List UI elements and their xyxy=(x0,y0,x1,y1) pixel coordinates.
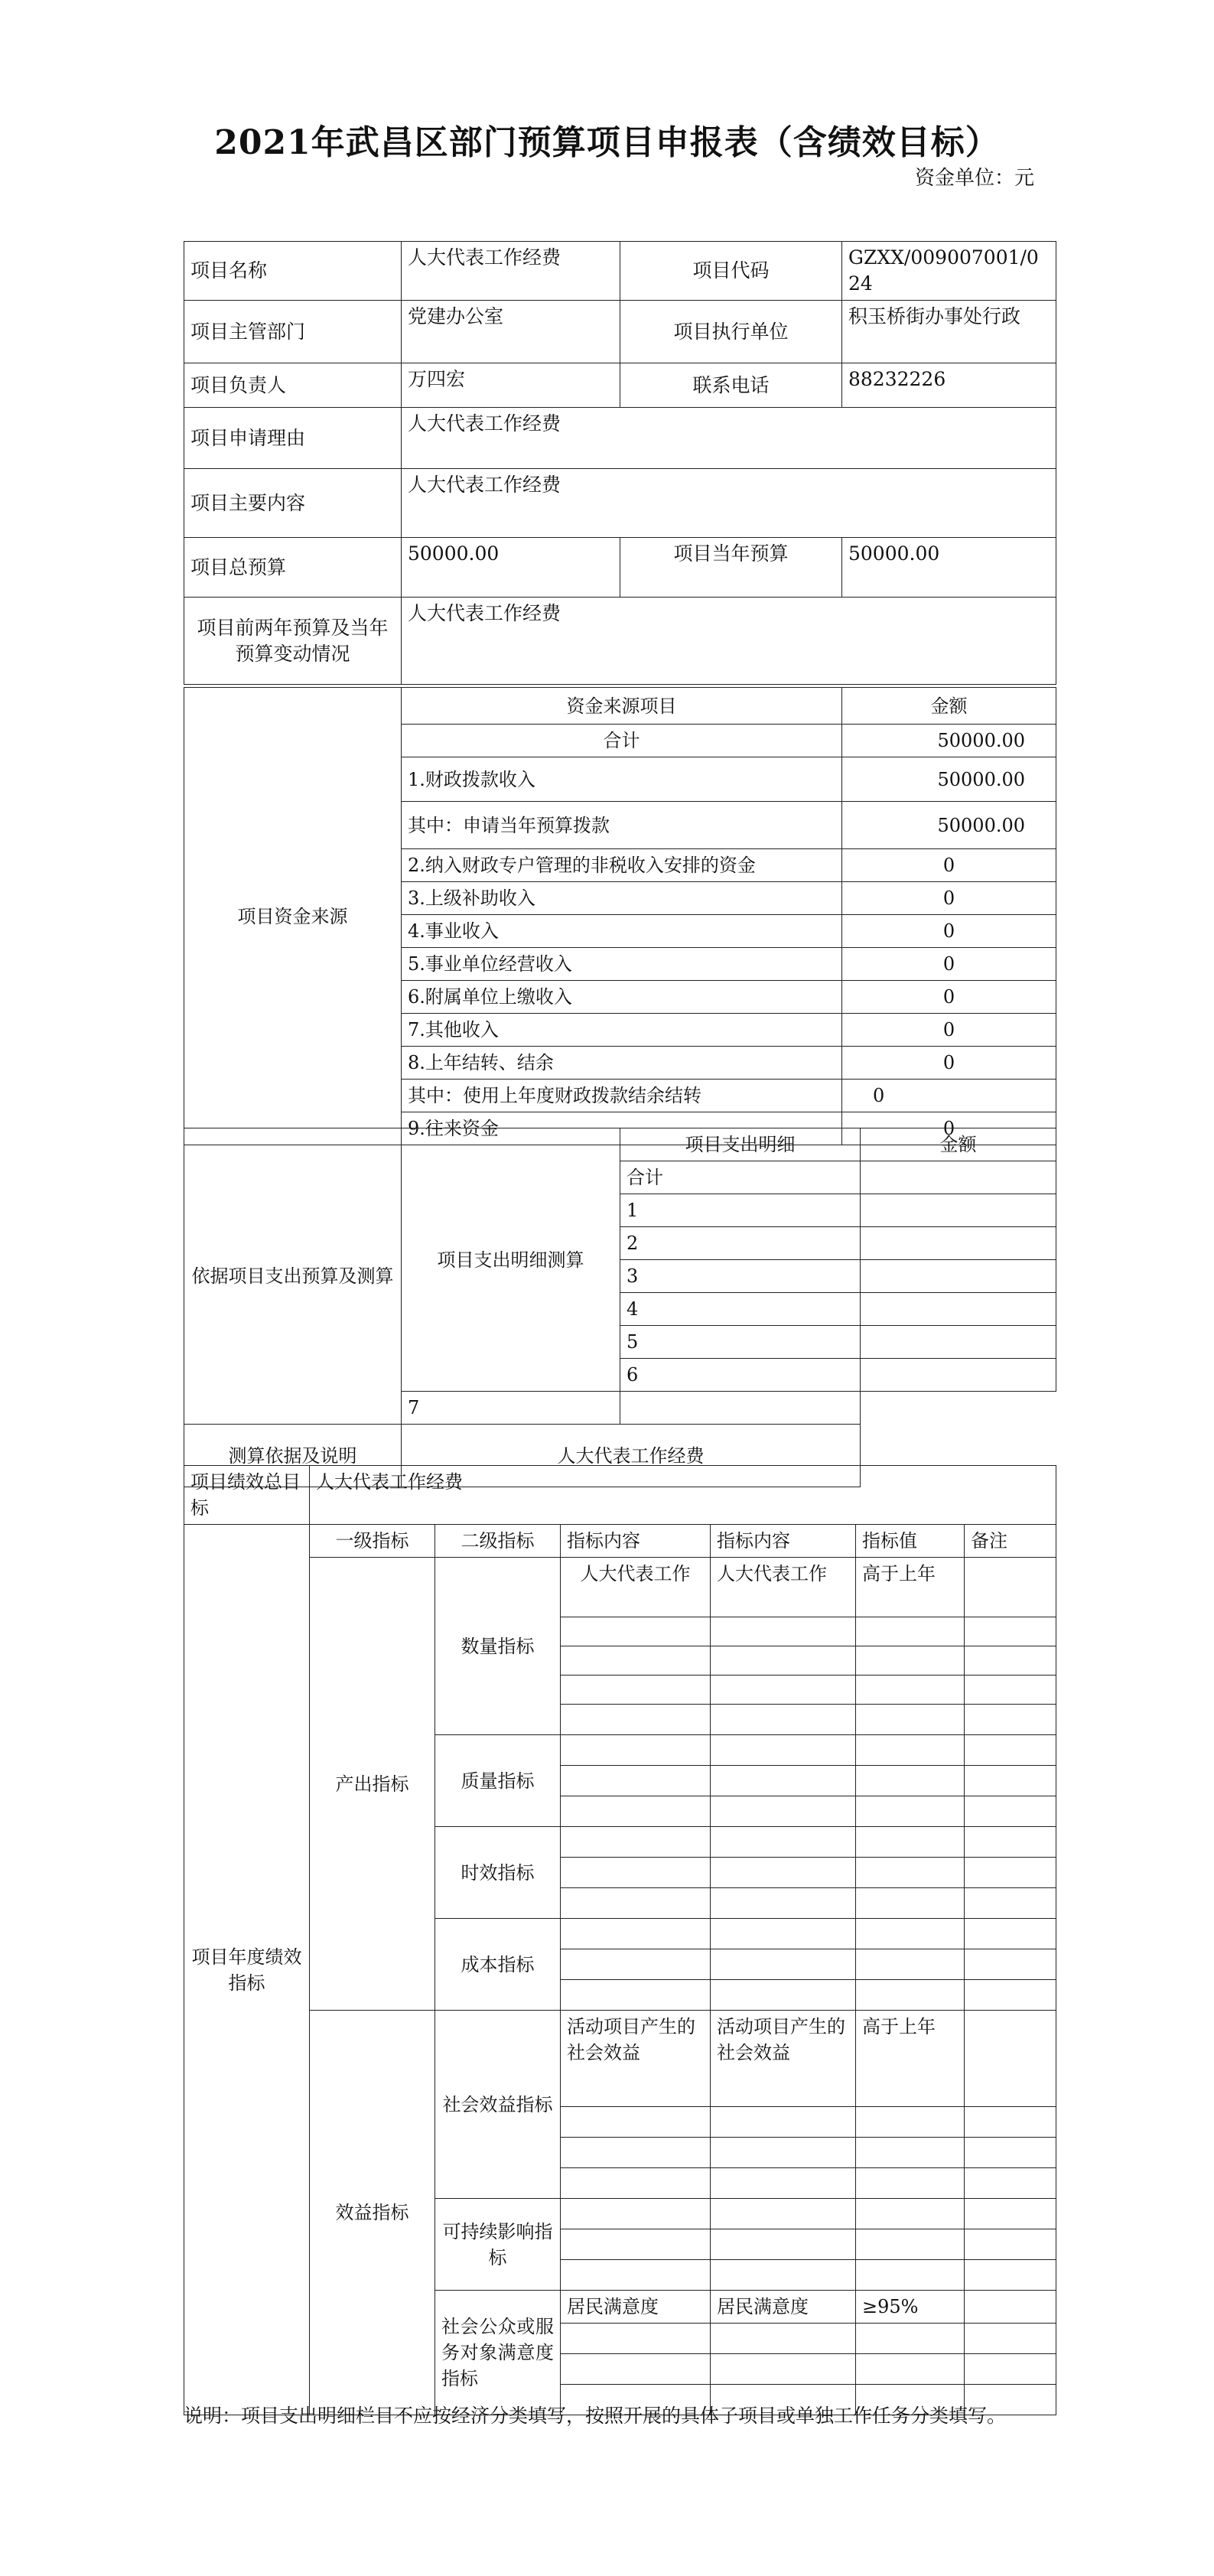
blank-cell xyxy=(711,1949,856,1980)
blank-cell xyxy=(856,1735,965,1766)
project-history-value: 人大代表工作经费 xyxy=(402,598,1056,685)
funding-row-amount: 0 xyxy=(842,882,1056,915)
funding-row-item: 3.上级补助收入 xyxy=(402,882,842,915)
expense-row-item: 3 xyxy=(620,1260,861,1293)
expense-row-amount xyxy=(861,1227,1056,1260)
project-exec-value: 积玉桥街办事处行政 xyxy=(842,301,1056,363)
funding-row-amount: 50000.00 xyxy=(842,802,1056,849)
funding-row-item: 9.往来资金 xyxy=(402,1112,842,1145)
blank-cell xyxy=(965,2199,1056,2229)
expense-row-amount xyxy=(620,1392,861,1425)
blank-cell xyxy=(965,1827,1056,1858)
blank-cell xyxy=(965,2324,1056,2354)
blank-cell xyxy=(561,2107,711,2138)
expense-row-item: 1 xyxy=(620,1194,861,1227)
project-content-value: 人大代表工作经费 xyxy=(402,469,1056,538)
project-reason-label: 项目申请理由 xyxy=(184,408,402,469)
project-total-label: 项目总预算 xyxy=(184,538,402,598)
blank-cell xyxy=(711,2199,856,2229)
funding-row-item: 合计 xyxy=(402,725,842,757)
blank-cell xyxy=(561,2138,711,2168)
blank-cell xyxy=(856,1646,965,1676)
project-dept-label: 项目主管部门 xyxy=(184,301,402,363)
blank-cell xyxy=(711,2354,856,2385)
blank-cell xyxy=(856,2107,965,2138)
blank-cell xyxy=(561,1949,711,1980)
project-owner-value: 万四宏 xyxy=(402,363,620,408)
expense-row-amount xyxy=(861,1161,1056,1194)
project-total-value: 50000.00 xyxy=(402,538,620,598)
expense-basis-label: 测算依据及说明 xyxy=(184,1425,402,1487)
blank-cell xyxy=(711,2168,856,2199)
blank-cell xyxy=(965,1766,1056,1796)
blank-cell xyxy=(711,2324,856,2354)
blank-cell xyxy=(856,1796,965,1827)
satisfy-content-2: 居民满意度 xyxy=(711,2291,856,2324)
blank-cell xyxy=(856,2199,965,2229)
blank-cell xyxy=(561,1796,711,1827)
expense-col-item: 项目支出明细 xyxy=(620,1128,861,1161)
blank-cell xyxy=(965,2260,1056,2291)
blank-cell xyxy=(561,2168,711,2199)
satisfy-indicator-label: 社会公众或服务对象满意度指标 xyxy=(435,2291,561,2415)
funding-row-item: 2.纳入财政专户管理的非税收入安排的资金 xyxy=(402,849,842,882)
expense-table xyxy=(184,1128,1056,1487)
blank-cell xyxy=(561,1617,711,1646)
funding-row-item: 其中：申请当年预算拨款 xyxy=(402,802,842,849)
expense-row-amount xyxy=(861,1293,1056,1326)
funding-row-item: 5.事业单位经营收入 xyxy=(402,948,842,981)
blank-cell xyxy=(711,1827,856,1858)
blank-cell xyxy=(965,2168,1056,2199)
blank-cell xyxy=(965,2138,1056,2168)
perf-header: 二级指标 xyxy=(435,1525,561,1558)
funding-row-amount: 0 xyxy=(842,1047,1056,1080)
blank-cell xyxy=(856,1949,965,1980)
quantity-content-1: 人大代表工作 xyxy=(561,1558,711,1617)
blank-cell xyxy=(561,2354,711,2385)
social-content-1: 活动项目产生的社会效益 xyxy=(561,2011,711,2107)
expense-row-amount xyxy=(861,1260,1056,1293)
output-indicator-label: 产出指标 xyxy=(310,1558,435,2011)
basic-info-table xyxy=(184,241,1056,685)
blank-cell xyxy=(711,1735,856,1766)
sustain-indicator-label: 可持续影响指标 xyxy=(435,2199,561,2291)
social-content-2: 活动项目产生的社会效益 xyxy=(711,2011,856,2107)
funding-col-item: 资金来源项目 xyxy=(402,688,842,725)
project-code-label: 项目代码 xyxy=(620,242,842,301)
expense-row-amount xyxy=(861,1326,1056,1359)
blank-cell xyxy=(965,1796,1056,1827)
funding-row-item: 其中：使用上年度财政拨款结余结转 xyxy=(402,1080,842,1112)
performance-table xyxy=(184,1465,1056,2415)
project-name-label: 项目名称 xyxy=(184,242,402,301)
social-value: 高于上年 xyxy=(856,2011,965,2107)
blank-cell xyxy=(561,1827,711,1858)
expense-detail-label: 项目支出明细测算 xyxy=(402,1128,620,1392)
blank-cell xyxy=(561,1735,711,1766)
blank-cell xyxy=(711,1646,856,1676)
blank-cell xyxy=(856,1980,965,2011)
blank-cell xyxy=(711,1858,856,1888)
cost-indicator-label: 成本指标 xyxy=(435,1919,561,2011)
funding-row-item: 7.其他收入 xyxy=(402,1014,842,1047)
expense-row-item: 5 xyxy=(620,1326,861,1359)
page-title: 2021年武昌区部门预算项目申报表（含绩效目标） xyxy=(214,123,1000,162)
expense-col-amount: 金额 xyxy=(861,1128,1056,1161)
blank-cell xyxy=(965,1617,1056,1646)
perf-goal-label: 项目绩效总目标 xyxy=(184,1466,310,1525)
blank-cell xyxy=(561,2260,711,2291)
project-year-value: 50000.00 xyxy=(842,538,1056,598)
blank-cell xyxy=(965,2229,1056,2260)
funding-row-amount: 50000.00 xyxy=(842,725,1056,757)
footnote: 说明：项目支出明细栏目不应按经济分类填写，按照开展的具体子项目或单独工作任务分类填写。 xyxy=(184,2405,1007,2427)
blank-cell xyxy=(856,2229,965,2260)
project-content-label: 项目主要内容 xyxy=(184,469,402,538)
blank-cell xyxy=(965,1735,1056,1766)
blank-cell xyxy=(711,2107,856,2138)
blank-cell xyxy=(965,1676,1056,1705)
funding-row-amount: 0 xyxy=(842,915,1056,948)
blank-cell xyxy=(711,1766,856,1796)
blank-cell xyxy=(856,2260,965,2291)
perf-goal-value: 人大代表工作经费 xyxy=(310,1466,1056,1525)
blank-cell xyxy=(856,1827,965,1858)
blank-cell xyxy=(965,2107,1056,2138)
blank-cell xyxy=(856,1766,965,1796)
blank-cell xyxy=(561,1858,711,1888)
blank-cell xyxy=(856,2354,965,2385)
quantity-content-2: 人大代表工作 xyxy=(711,1558,856,1617)
satisfy-content-1: 居民满意度 xyxy=(561,2291,711,2324)
satisfy-remark xyxy=(965,2291,1056,2324)
blank-cell xyxy=(561,2324,711,2354)
blank-cell xyxy=(856,1676,965,1705)
quantity-indicator-label: 数量指标 xyxy=(435,1558,561,1735)
blank-cell xyxy=(561,1646,711,1676)
project-exec-label: 项目执行单位 xyxy=(620,301,842,363)
blank-cell xyxy=(711,1676,856,1705)
perf-annual-label: 项目年度绩效指标 xyxy=(184,1525,310,2415)
blank-cell xyxy=(965,1980,1056,2011)
blank-cell xyxy=(965,1919,1056,1949)
funding-label: 项目资金来源 xyxy=(184,688,402,1145)
project-history-label: 项目前两年预算及当年预算变动情况 xyxy=(184,598,402,685)
blank-cell xyxy=(561,1919,711,1949)
funding-row-amount: 0 xyxy=(842,1014,1056,1047)
project-dept-value: 党建办公室 xyxy=(402,301,620,363)
perf-header: 指标内容 xyxy=(561,1525,711,1558)
social-indicator-label: 社会效益指标 xyxy=(435,2011,561,2199)
blank-cell xyxy=(711,1705,856,1735)
blank-cell xyxy=(711,1888,856,1919)
funding-row-amount: 0 xyxy=(842,849,1056,882)
expense-row-amount xyxy=(861,1194,1056,1227)
blank-cell xyxy=(711,1617,856,1646)
benefit-indicator-label: 效益指标 xyxy=(310,2011,435,2415)
funding-row-amount: 0 xyxy=(842,1080,1056,1112)
blank-cell xyxy=(711,1980,856,2011)
blank-cell xyxy=(965,1705,1056,1735)
funding-row-amount: 0 xyxy=(842,948,1056,981)
project-phone-value: 88232226 xyxy=(842,363,1056,408)
blank-cell xyxy=(561,1888,711,1919)
blank-cell xyxy=(561,2199,711,2229)
perf-header: 指标内容 xyxy=(711,1525,856,1558)
blank-cell xyxy=(856,1617,965,1646)
blank-cell xyxy=(965,1646,1056,1676)
blank-cell xyxy=(561,2229,711,2260)
funding-table xyxy=(184,687,1056,1145)
project-name-value: 人大代表工作经费 xyxy=(402,242,620,301)
blank-cell xyxy=(965,1949,1056,1980)
blank-cell xyxy=(561,1676,711,1705)
project-owner-label: 项目负责人 xyxy=(184,363,402,408)
time-indicator-label: 时效指标 xyxy=(435,1827,561,1919)
blank-cell xyxy=(856,1858,965,1888)
blank-cell xyxy=(561,1980,711,2011)
funding-row-item: 1.财政拨款收入 xyxy=(402,757,842,802)
blank-cell xyxy=(965,1858,1056,1888)
expense-label: 依据项目支出预算及测算 xyxy=(184,1128,402,1425)
unit-label: 资金单位：元 xyxy=(914,167,1034,190)
blank-cell xyxy=(965,1888,1056,1919)
blank-cell xyxy=(711,2260,856,2291)
project-phone-label: 联系电话 xyxy=(620,363,842,408)
blank-cell xyxy=(561,1766,711,1796)
expense-row-item: 2 xyxy=(620,1227,861,1260)
blank-cell xyxy=(856,1705,965,1735)
perf-header: 指标值 xyxy=(856,1525,965,1558)
quantity-remark xyxy=(965,1558,1056,1617)
funding-row-amount: 0 xyxy=(842,981,1056,1014)
expense-basis-value: 人大代表工作经费 xyxy=(402,1425,861,1487)
expense-row-item: 合计 xyxy=(620,1161,861,1194)
perf-header: 一级指标 xyxy=(310,1525,435,1558)
funding-row-amount: 0 xyxy=(842,1112,1056,1145)
blank-cell xyxy=(561,1705,711,1735)
expense-row-item: 4 xyxy=(620,1293,861,1326)
funding-col-amount: 金额 xyxy=(842,688,1056,725)
expense-row-amount xyxy=(861,1359,1056,1392)
blank-cell xyxy=(965,2354,1056,2385)
expense-row-item: 7 xyxy=(402,1392,620,1425)
blank-cell xyxy=(711,2138,856,2168)
blank-cell xyxy=(856,2324,965,2354)
funding-row-item: 4.事业收入 xyxy=(402,915,842,948)
perf-header: 备注 xyxy=(965,1525,1056,1558)
funding-row-item: 6.附属单位上缴收入 xyxy=(402,981,842,1014)
project-code-value: GZXX/009007001/024 xyxy=(842,242,1056,301)
blank-cell xyxy=(856,1888,965,1919)
blank-cell xyxy=(856,2138,965,2168)
blank-cell xyxy=(711,1796,856,1827)
blank-cell xyxy=(856,1919,965,1949)
social-remark xyxy=(965,2011,1056,2107)
project-reason-value: 人大代表工作经费 xyxy=(402,408,1056,469)
project-year-label: 项目当年预算 xyxy=(620,538,842,598)
satisfy-value: ≥95% xyxy=(856,2291,965,2324)
funding-row-amount: 50000.00 xyxy=(842,757,1056,802)
blank-cell xyxy=(856,2168,965,2199)
expense-row-item: 6 xyxy=(620,1359,861,1392)
quantity-value: 高于上年 xyxy=(856,1558,965,1617)
blank-cell xyxy=(711,2229,856,2260)
quality-indicator-label: 质量指标 xyxy=(435,1735,561,1827)
blank-cell xyxy=(711,1919,856,1949)
funding-row-item: 8.上年结转、结余 xyxy=(402,1047,842,1080)
